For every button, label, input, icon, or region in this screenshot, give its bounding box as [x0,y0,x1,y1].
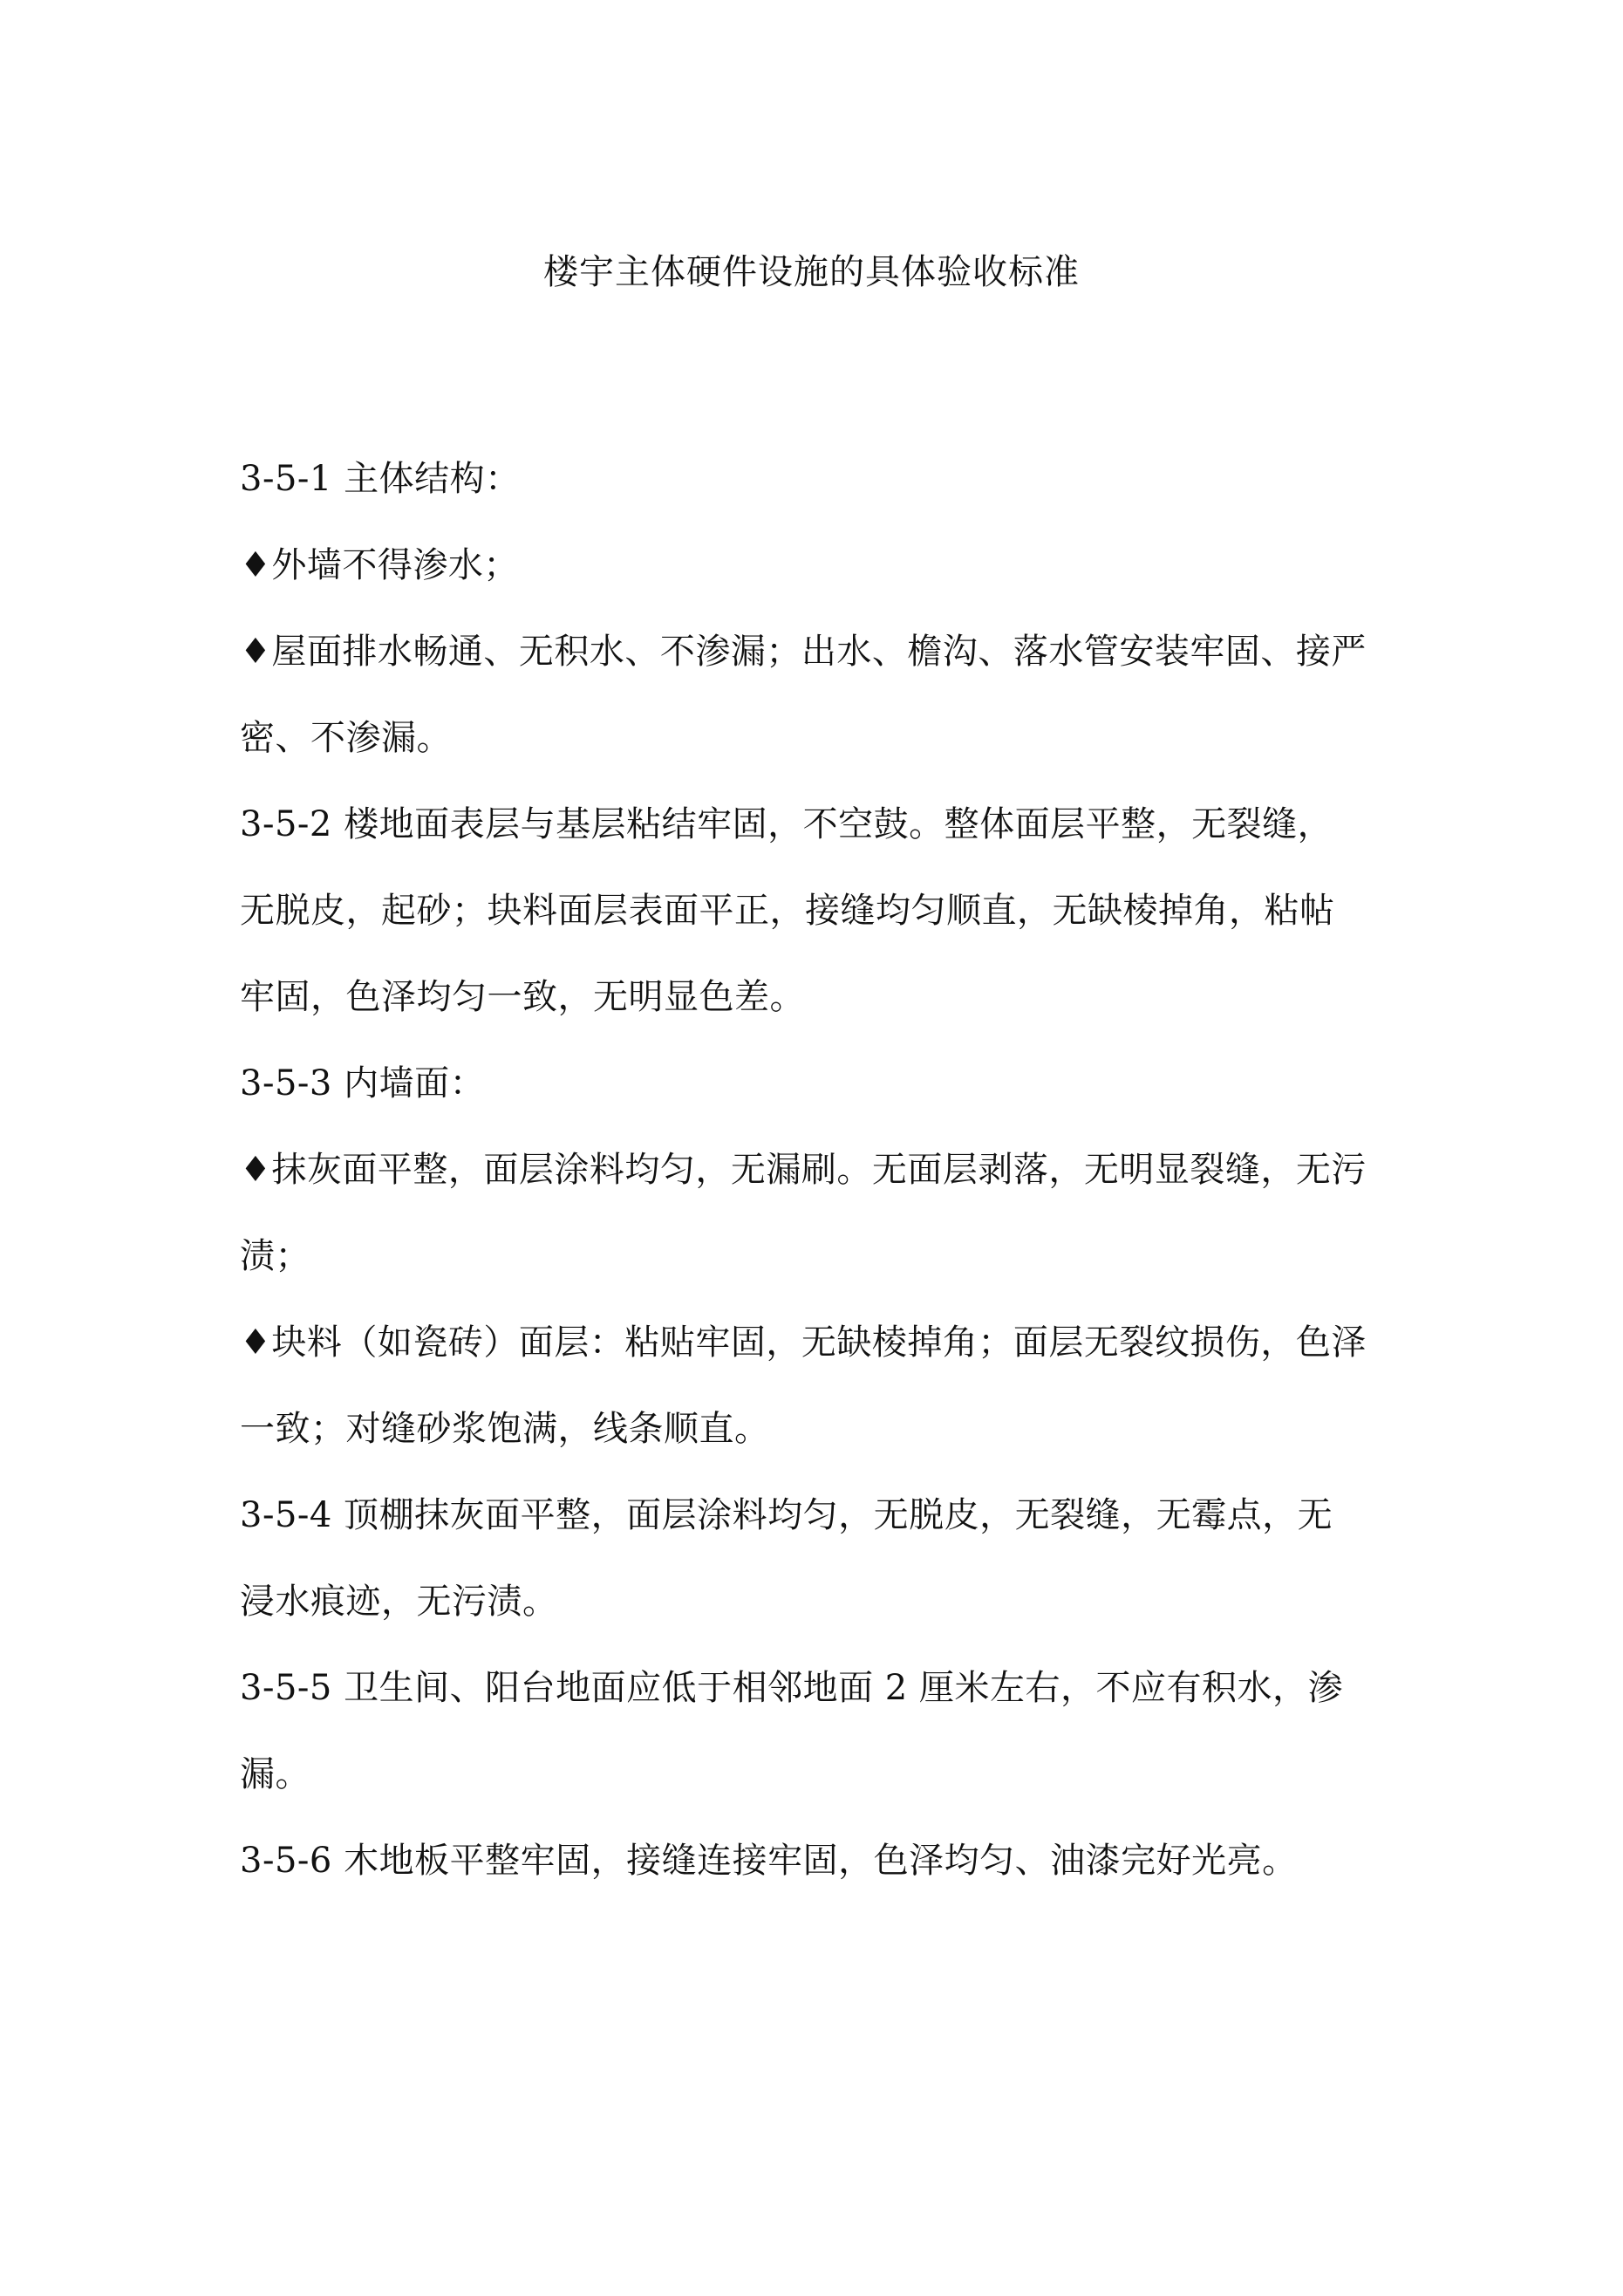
text-line: 3-5-6 木地板平整牢固，接缝连接牢固，色泽均匀、油漆完好光亮。 [240,1841,1298,1881]
text-line: ♦外墙不得渗水； [240,545,519,585]
text-line: 无脱皮，起砂；块料面层表面平正，接缝均匀顺直，无缺棱掉角，粘帖 [240,891,1335,931]
text-line: 3-5-1 主体结构： [240,459,521,499]
text-line: 浸水痕迹，无污渍。 [240,1582,558,1622]
text-line: ♦屋面排水畅通、无积水、不渗漏；出水、檐沟、落水管安装牢固、接严 [240,632,1367,672]
text-line: 3-5-4 顶棚抹灰面平整，面层涂料均匀，无脱皮，无裂缝，无霉点，无 [240,1495,1333,1535]
text-line: 牢固，色泽均匀一致，无明显色差。 [240,977,805,1017]
text-line: 渍； [240,1236,310,1276]
text-line: 密、不渗漏。 [240,718,452,758]
text-line: ♦块料（如瓷砖）面层：粘贴牢固，无缺棱掉角；面层无裂纹损伤，色泽 [240,1322,1367,1363]
text-line: 漏。 [240,1754,310,1794]
text-line: 一致；对缝砂浆饱满，线条顺直。 [240,1409,770,1449]
document-title: 楼宇主体硬件设施的具体验收标准 [543,252,1080,292]
document-body [240,454,1400,1922]
text-line: 3-5-3 内墙面： [240,1063,486,1104]
text-line: 3-5-2 楼地面表层与基层粘结牢固，不空鼓。整体面层平整，无裂缝， [240,804,1333,844]
text-line: ♦抹灰面平整，面层涂料均匀，无漏刷。无面层剥落，无明显裂缝，无污 [240,1150,1367,1190]
text-line: 3-5-5 卫生间、阳台地面应低于相邻地面 2 厘米左右，不应有积水，渗 [240,1668,1343,1708]
